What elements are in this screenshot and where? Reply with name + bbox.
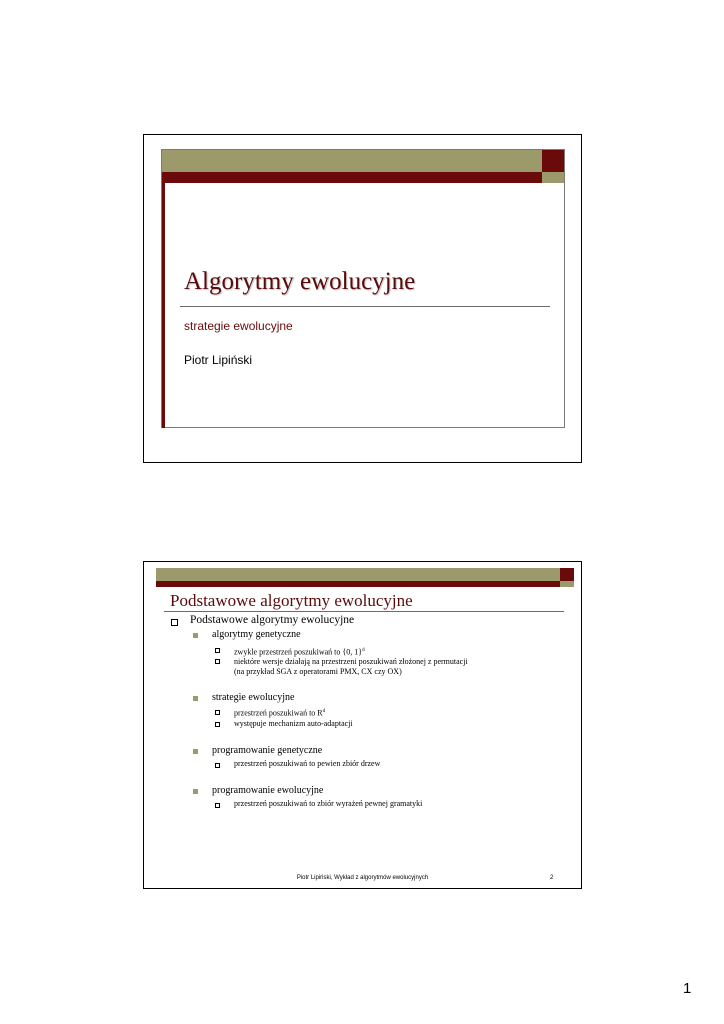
header-maroon-bar <box>156 581 560 587</box>
olive-square-bullet-icon <box>193 696 198 701</box>
header-maroon-square <box>542 150 564 172</box>
slide-title: Podstawowe algorytmy ewolucyjne <box>170 591 413 610</box>
hollow-square-bullet-icon <box>171 619 178 626</box>
olive-square-bullet-icon <box>193 633 198 638</box>
olive-square-bullet-icon <box>193 749 198 754</box>
slide-page-number: 2 <box>550 875 554 881</box>
header-olive-bar <box>162 150 542 172</box>
slide-2 <box>143 561 582 889</box>
header-maroon-bar <box>162 172 542 183</box>
sheet-page-number: 1 <box>683 980 692 997</box>
slide-1 <box>143 134 582 463</box>
slide-footer: Piotr Lipiński, Wykład z algorytmów ewolucyjnych <box>296 875 429 881</box>
group-heading: algorytmy genetyczne <box>212 629 301 640</box>
bullet-level-1: Podstawowe algorytmy ewolucyjne <box>190 614 355 626</box>
list-item-continuation: (na przykład SGA z operatorami PMX, CX czy OX) <box>234 667 402 676</box>
hollow-square-bullet-icon <box>215 722 220 727</box>
header-maroon-square <box>560 568 574 581</box>
title-rule <box>164 611 564 612</box>
group-heading: programowanie ewolucyjne <box>212 785 324 796</box>
title-rule <box>180 306 550 307</box>
hollow-square-bullet-icon <box>215 710 220 715</box>
header-olive-square <box>560 581 574 587</box>
group-heading: strategie ewolucyjne <box>212 692 295 703</box>
group-heading: programowanie genetyczne <box>212 745 323 756</box>
list-item: występuje mechanizm auto-adaptacji <box>234 719 353 728</box>
list-item: przestrzeń poszukiwań to zbiór wyrażeń pewnej gramatyki <box>234 799 423 808</box>
hollow-square-bullet-icon <box>215 648 220 653</box>
slide-author: Piotr Lipiński <box>184 353 253 367</box>
list-item: niektóre wersje działają na przestrzeni poszukiwań złożonej z permutacji <box>234 657 468 666</box>
header-olive-square <box>542 172 564 183</box>
slide-title: Algorytmy ewolucyjne <box>184 268 416 295</box>
left-accent-bar <box>162 183 165 428</box>
header-olive-bar <box>156 568 560 581</box>
hollow-square-bullet-icon <box>215 803 220 808</box>
list-item: przestrzeń poszukiwań to pewien zbiór drzew <box>234 759 381 768</box>
hollow-square-bullet-icon <box>215 659 220 664</box>
hollow-square-bullet-icon <box>215 763 220 768</box>
slide-subtitle: strategie ewolucyjne <box>184 319 293 333</box>
list-item: zwykle przestrzeń poszukiwań to {0, 1}$^d$ <box>234 647 365 657</box>
slide-1-canvas <box>161 149 565 428</box>
olive-square-bullet-icon <box>193 789 198 794</box>
list-item: przestrzeń poszukiwań to $R^d$ <box>234 708 326 718</box>
